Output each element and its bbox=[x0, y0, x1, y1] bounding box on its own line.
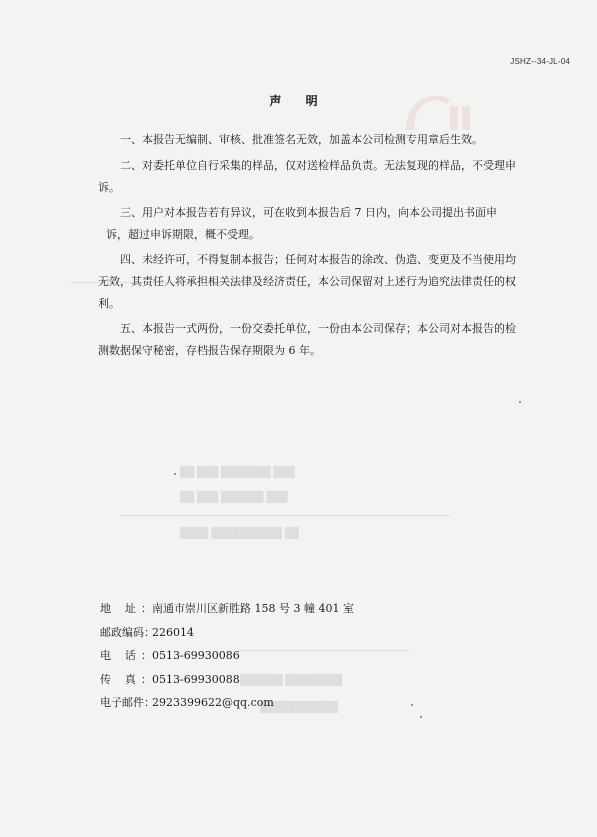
bleed-through-rule bbox=[120, 515, 450, 516]
scan-speck bbox=[420, 716, 422, 718]
clause-item: 一、本报告无编制、审核、批准签名无效，加盖本公司检测专用章后生效。 bbox=[120, 133, 483, 146]
fax-row bbox=[100, 668, 460, 692]
postcode-row bbox=[100, 621, 460, 645]
phone-label: 电 话： bbox=[100, 649, 152, 662]
bleed-through-text: ██ ███ ███████ ███ bbox=[180, 467, 295, 478]
declaration-clauses bbox=[98, 129, 518, 362]
bleed-through-text: ██████ ████████ bbox=[240, 675, 342, 686]
email-value: 2923399622@qq.com bbox=[152, 696, 274, 709]
fax-value: 0513-69930088 bbox=[152, 672, 240, 686]
postcode-label: 邮政编码： bbox=[100, 625, 155, 639]
bleed-through-text: ███████████ bbox=[260, 702, 338, 713]
scan-speck bbox=[519, 401, 521, 403]
address-value: 南通市崇川区新胜路 158 号 3 幢 401 室 bbox=[152, 602, 354, 615]
email-label: 电子邮件： bbox=[100, 696, 155, 709]
fax-label: 传 真： bbox=[100, 672, 152, 686]
scan-speck bbox=[174, 473, 176, 475]
page-title: 声 明 bbox=[269, 94, 328, 108]
bleed-through-text: ██ ███ ██████ ███ bbox=[180, 492, 288, 503]
email-row bbox=[100, 691, 460, 715]
address-label: 地 址： bbox=[100, 602, 152, 615]
clause-item: 五、本报告一式两份，一份交委托单位，一份由本公司保存；本公司对本报告的检测数据保守秘密，存档报告保存期限为 6 年。 bbox=[98, 322, 516, 357]
address-row bbox=[100, 597, 460, 621]
contact-block bbox=[100, 597, 460, 715]
document-code: JSHZ--34-JL-04 bbox=[510, 57, 570, 66]
phone-value: 0513-69930086 bbox=[152, 649, 240, 662]
clause-item: 四、未经许可，不得复制本报告；任何对本报告的涂改、伪造、变更及不当使用均无效，其责任人将承担相关法律及经济责任，本公司保留对上述行为追究法律责任的权利。 bbox=[98, 253, 516, 310]
phone-row bbox=[100, 644, 460, 668]
postcode-value: 226014 bbox=[152, 625, 194, 639]
clause-item: 二、对委托单位自行采集的样品，仅对送检样品负责。无法复现的样品，不受理申诉。 bbox=[98, 159, 516, 194]
bleed-through-text: ████ ██████████ ██ bbox=[180, 528, 299, 539]
clause-item: 三、用户对本报告若有异议，可在收到本报告后 7 日内，向本公司提出书面申诉，超过申诉期限，概不受理。 bbox=[106, 206, 497, 241]
